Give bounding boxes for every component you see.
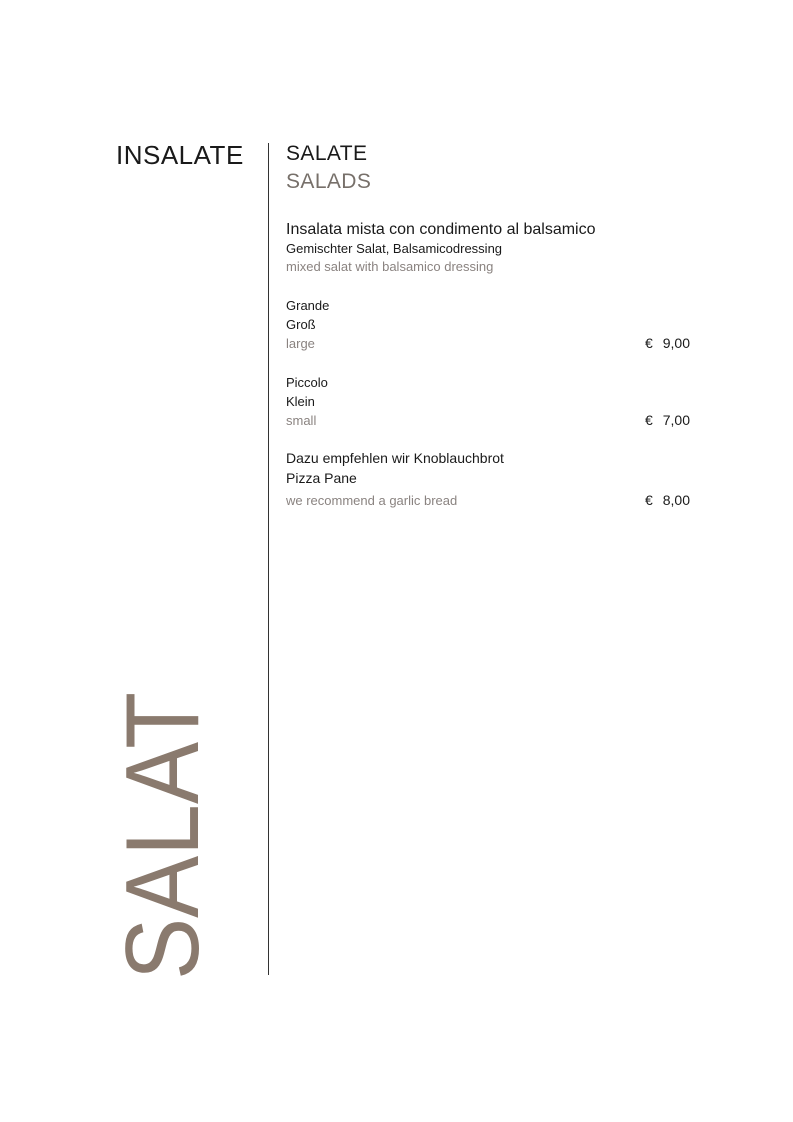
dish-name-de: Gemischter Salat, Balsamicodressing — [286, 241, 503, 256]
price-value: 7,00 — [662, 412, 690, 428]
price — [645, 492, 690, 508]
price — [645, 412, 690, 428]
currency-symbol: € — [644, 492, 653, 508]
currency-symbol: € — [644, 412, 653, 428]
recommendation-price-row — [286, 491, 690, 510]
menu-content — [286, 140, 690, 510]
section-title-en: SALADS — [286, 170, 372, 193]
price-value: 8,00 — [662, 492, 690, 508]
size-price-row — [286, 411, 690, 430]
vertical-divider — [268, 143, 269, 975]
price-value: 9,00 — [662, 335, 690, 351]
size-price-row — [286, 334, 690, 353]
recommendation-line-1: Dazu empfehlen wir Knoblauchbrot — [286, 450, 504, 466]
category-title: INSALATE — [116, 140, 244, 170]
recommendation-line-2: Pizza Pane — [286, 470, 357, 486]
size-label-de: Groß — [286, 317, 316, 332]
size-option-large — [286, 296, 690, 353]
recommendation-en: we recommend a garlic bread — [286, 493, 458, 508]
vertical-category-text: SALAT — [105, 658, 221, 980]
currency-symbol: € — [644, 335, 653, 351]
price — [645, 335, 690, 351]
size-option-small — [286, 373, 690, 430]
dish-name-it: Insalata mista con condimento al balsamico — [286, 221, 596, 238]
size-label-de: Klein — [286, 394, 315, 409]
vertical-category-word — [105, 658, 221, 980]
dish-name-en: mixed salat with balsamico dressing — [286, 259, 494, 274]
size-label-en: large — [286, 336, 315, 351]
size-label-it: Grande — [286, 298, 330, 313]
section-title-de: SALATE — [286, 142, 368, 165]
size-label-it: Piccolo — [286, 375, 328, 390]
recommendation — [286, 448, 690, 510]
size-label-en: small — [286, 413, 317, 428]
